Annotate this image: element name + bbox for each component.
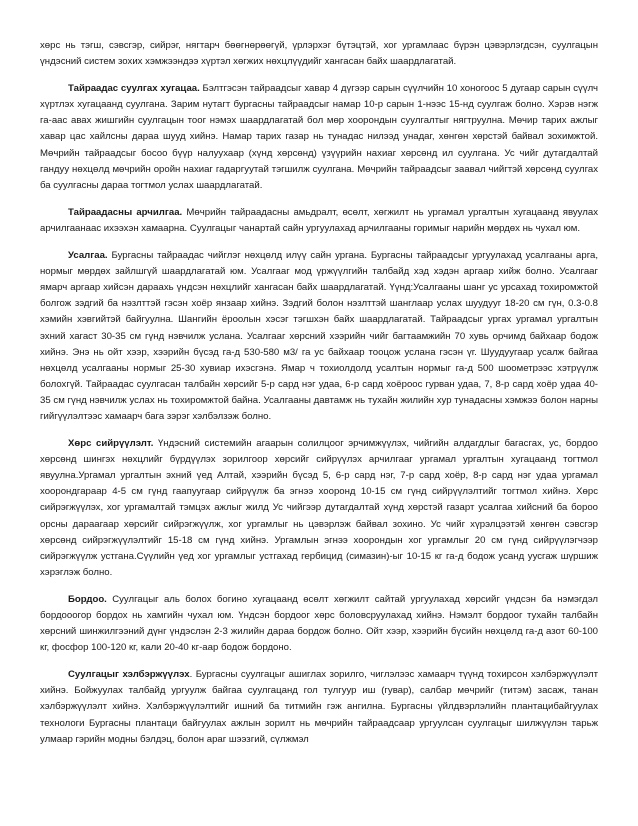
heading-fertilizer: Бордоо. <box>68 593 107 605</box>
paragraph-irrigation <box>40 248 598 425</box>
heading-planting-time: Тайраадас суулгах хугацаа. <box>68 83 200 95</box>
paragraph-intro <box>40 38 598 70</box>
paragraph-planting-time <box>40 81 598 194</box>
paragraph-care <box>40 205 598 237</box>
heading-shaping: Суулгацыг хэлбэржүүлэх <box>68 669 190 681</box>
paragraph-fertilizer-text: Суулгацыг аль болох богино хугацаанд өсөлт хөгжилт сайтай ургуулахад хөрсийг үндсэн ба нэмэгдэл бордооогор бордох нь хамгийн чухал юм. Үндсэн бордоог хөрс боловсруулахад хийнэ. Нэмэлт бордоог тухайн талбайн хөрсний шинжилгээний дүнг үндэслэн 2-3 жилийн дараа бордож болно. Ойт хээр, хээрийн бүсийн нөхцөлд га-д азот 60-100 кг, фосфор 100-120 кг, кали 20-40 кг-аар бодож бордоно. <box>40 593 598 654</box>
paragraph-fertilizer <box>40 592 598 656</box>
heading-care: Тайраадасны арчилгаа. <box>68 206 183 218</box>
paragraph-loosening-text: Үндэсний системийн агаарын солилцоог эрчимжүүлэх, чийгийн алдагдлыг багасгах, ус, бордоо хөрсөнд шингэх нөхцлийг бүрдүүлэх зорилгоор хөрсийг сийрүүлэх арчилгааг ургамал ургалтын хугацаанд тогтмол явуулна.Ургамал ургалтын эхний үед Алтай, хээрийн бүсэд 5, 6-р сард нэг, 7-р сард хоёр, 8-р сард нэг удаа ургамал хоорондгараар 4-5 см гүнд гаапуугаар сийрүүлж ба эгнээ хооронд 10-15 см гүнд сийрүүлэлтийг тогтмол хийнэ. Хөрс сийрэгжүүлэх, хог ургамалтай тэмцэх ажлыг жилд Ус чийгээр дутагдалтай хүнд хөрстэй газарт усалгаа хийсний ба бороо орсны дараагаар хөрсийг сийрэгжүүлж, хог ургамлыг нь цэвэрлэж байвал зохино. Ус чийг хүрэлцээтэй хөнгөн сэвсгэр хөрсөнд сийрэгжүүлэлтийг 15-18 см гүнд хийнэ. Ургамлын эгнээ хоорондын хог ургамлыг 20 см гүнд сийрүүлэгчээр сийрэгжүүлж устгана.Сүүлийн үед хог ургамлыг устгахад гербицид (симазин)-ыг 10-15 кг га-д бодож усанд уусгаж шүршиж хэрэглэж болно. <box>40 438 598 578</box>
paragraph-loosening <box>40 436 598 581</box>
paragraph-intro-text: хөрс нь тэгш, сэвсгэр, сийрэг, нягтарч бөөгнөрөөгүй, үрлэрхэг бүтэцтэй, хог ургамлаас бүрэн цэвэрлэгдсэн, суулгацын үндэсний систем зохих хэмжээндээ хүртэл хөгжих нөхцлүүдийг хангасан байх шаардлагатай. <box>40 40 598 68</box>
paragraph-shaping <box>40 667 598 747</box>
heading-irrigation: Усалгаа. <box>68 250 108 262</box>
document-page <box>40 38 598 759</box>
heading-loosening: Хөрс сийрүүлэлт. <box>68 438 154 450</box>
paragraph-planting-time-text: Бэлтгэсэн тайраадсыг хавар 4 дүгээр сарын сүүлчийн 10 хоногоос 5 дугаар сарын сүүлч хүртлэх хугацаанд суулгана. Зарим нутагт бургасны тайраадсыг намар 10-р сарын 1-нээс 15-нд суулгаж болно. Хэрэв нэгж га-аас авах жишгийн суулгацын тоог нэмэх шаардлагатай бол мөр хоорондын суулгалтыг нягтруулна. Мөчир тарих ажлыг хавар цас хайлсны дараа шууд хийнэ. Намар тарих газар нь тунадас нилээд унадаг, хөнгөн хөрстэй байвал зохимжтой. Мөчрийн тайраадсыг босоо бүүр налуухаар (хүнд хөрсөнд) үзүүрийн нахиаг хөрсөнд ил суулгана. Ус чийг дутагдалтай гандуу нөхцөлд мөчрийн оройн нахиаг гадаргуутай тэгшилж суулгана. Мөчрийн тайраадсыг заавал чийгтэй хөрсөнд суулгах ба суулгасны дараа тогтмол услах шаардлагатай. <box>40 83 599 191</box>
paragraph-shaping-text: . Бургасны суулгацыг ашиглах зорилго, чиглэлээс хамаарч түүнд тохирсон хэлбэржүүлэлт хийнэ. Бойжуулах талбайд ургуулж байгаа суулгацанд гол тулгуур иш (гувар), салбар мөчрийг (титэм) засаж, танан хэлбэржүүлэлт хийнэ. Хэлбэржүүлэлтийг ишний ба титмийн гэж ангилна. Бургасны үйлдвэрлэлийн плантацибайгуулах технологи Бургасны плантаци байгуулах ажлын зорилт нь мөчрийн тайраадсаар ургуулсан суулгацыг шилжүүлэн тарьж улмаар гэрийн модны бэлдэц, болон араг шээзгий, сүлжмэл <box>40 669 598 745</box>
paragraph-care-text: Мөчрийн тайраадасны амьдралт, өсөлт, хөгжилт нь ургамал ургалтын хугацаанд явуулах арчилгаанаас ихээхэн хамаарна. Суулгацыг чанартай сайн ургуулахад арчилгааны горимыг нарийн мөрдөх нь чухал юм. <box>40 206 598 234</box>
paragraph-irrigation-text: Бургасны тайраадас чийглэг нөхцөлд илүү сайн ургана. Бургасны тайраадсыг ургуулахад усалгааны арга, нормыг мөрдөх зайлшгүй шаардлагатай юм. Усалгааг мод үржүүлгийн талбайд хэд хэдэн аргаар хийж болно. Усалгааг ямарч аргаар хийсэн дараахь үндсэн нөхцлийг хангасан байх шаардлагатай. Үүнд:Усалгааны шанг ус урсахад тохиромжтой болгож зэдгий ба нэзлттэй гэсэн хоёр янзаар хийнэ. Зэдгий болон нэзлттэй шанглаар услах шуудууг 18-20 см гүн, 0.3-0.8 хэмийн хэвгийтэй байгуулна. Шангийн ёроолын хэсэг тэгшхэн байх шаардлагатай. Тайраадсыг ургах ургамал ургалтын эхний хагаст 30-35 см гүнд нэвчилж услана. Усалгааг хөрсний хээрийн чийг багтаамжийн 70 хувь орчимд байхаар бодож хийнэ. Энэ нь ойт хээр, хээрийн бүсэд га-д 530-580 м3/ га ус байхаар тооцож услана гэсэн үг. Шуудуугаар усалж байгаа нөхцөлд усалгааны нормыг 25-30 хувиар ихэсгэнэ. Ямар ч тохиолдолд усалтын нормыг га-д 500 шоометрээс хэтрүүлж болохгүй. Тайраадас суулгасан талбайн хөрсийг 5-р сард нэг удаа, 6-р сард хоёроос гурван удаа, 7, 8-р сард хоёр удаа 40-35 см гүнд нэвчилж услах нь тохиромжтой байна. Усалгааны давтамж нь тухайн жилийн хур тунадасны хэмжээ болон нарны гийгүүлэлтээс хамаарч бага зэрэг хэлбэлзэж болно. <box>40 250 598 422</box>
